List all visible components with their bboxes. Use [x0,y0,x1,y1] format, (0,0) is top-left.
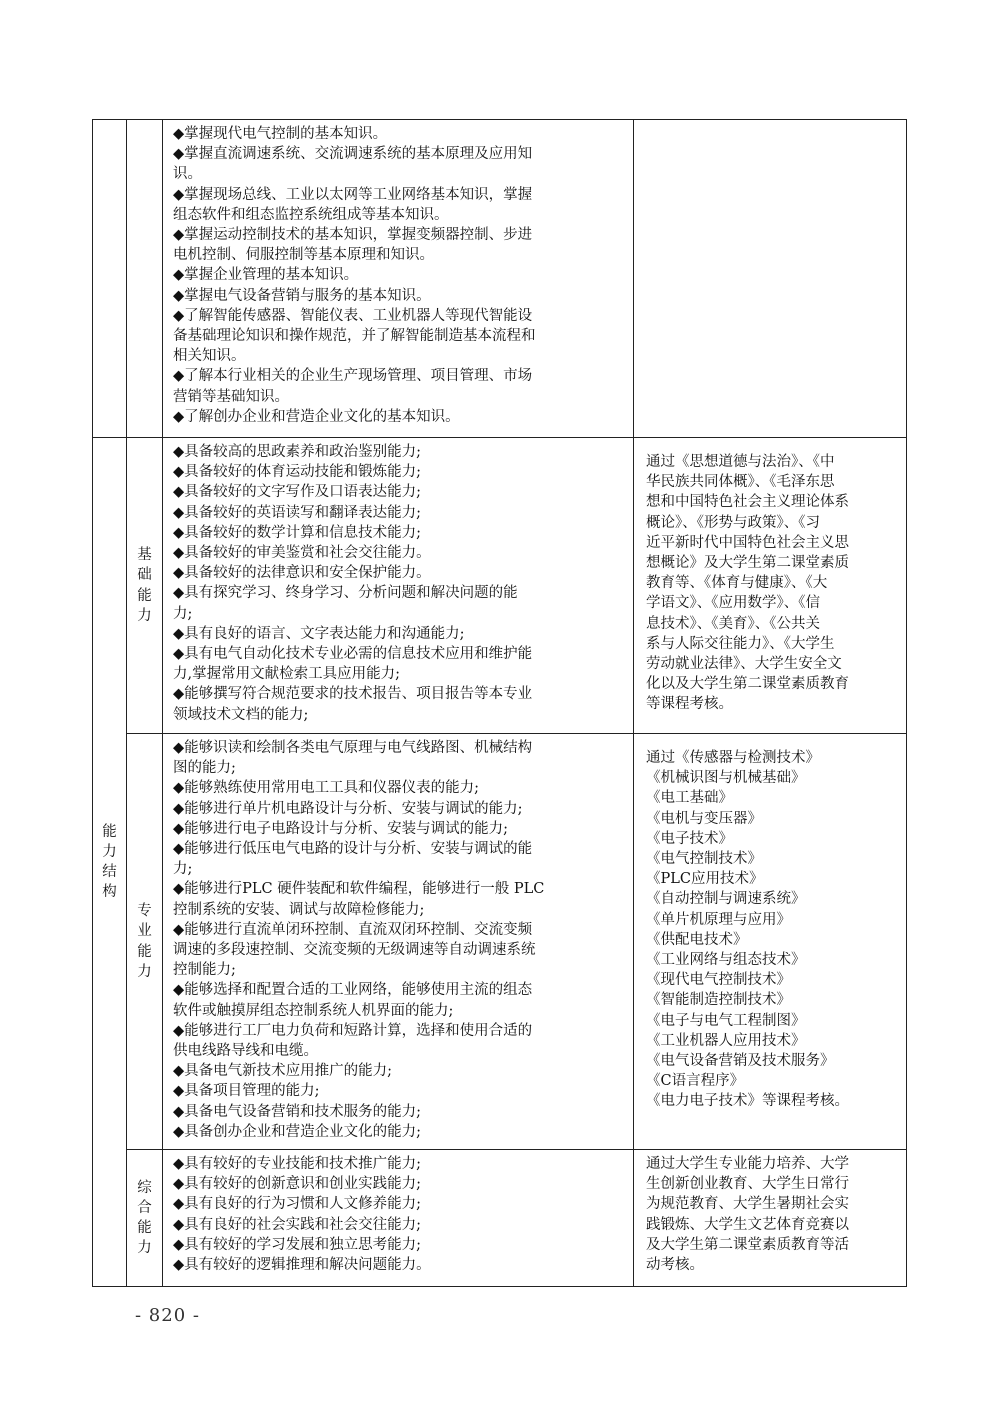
knowledge-item-line: ◆了解创办企业和营造企业文化的基本知识。 [173,408,460,425]
knowledge-item-line: ◆了解本行业相关的企业生产现场管理、项目管理、市场 [173,368,533,385]
professional-ability-item-line: ◆能够进行工厂电力负荷和短路计算，选择和使用合适的 [173,1022,533,1039]
knowledge-item-line: 识。 [173,166,202,183]
basic-ability-label: 基 础 能 力 [127,438,163,734]
knowledge-item-line: ◆掌握现代电气控制的基本知识。 [173,126,388,142]
basic-ability-item-line: 力; [173,605,193,622]
professional-ability-item-line: ◆具备电气设备营销和技术服务的能力; [173,1103,422,1120]
professional-ability-label: 专 业 能 力 [127,734,163,1150]
basic-ability-item-line: ◆具备较好的文字写作及口语表达能力; [173,484,422,501]
professional-ability-item-line: ◆能够识读和绘制各类电气原理与电气线路图、机械结构 [173,740,533,756]
professional-ability-item-line: ◆能够进行低压电气电路的设计与分析、安装与调试的能 [173,841,533,858]
professional-course-line: 《现代电气控制技术》 [646,972,791,989]
basic-ability-item-line: ◆具有电气自动化技术专业必需的信息技术应用和维护能 [173,646,533,663]
table-row-professional-ability [93,734,907,1150]
basic-ability-items-list [163,438,633,727]
basic-course-line: 劳动就业法律》、大学生安全文 [646,656,842,673]
basic-course-line: 概论》、《形势与政策》、《习 [646,514,820,531]
comprehensive-course-line: 生创新创业教育、大学生日常行 [646,1176,849,1193]
knowledge-item-line: ◆掌握电气设备营销与服务的基本知识。 [173,287,431,304]
basic-ability-item-line: ◆具有良好的语言、文字表达能力和沟通能力; [173,625,465,642]
comprehensive-ability-courses-cell [634,1150,907,1287]
table-row-basic-ability [93,438,907,734]
knowledge-items-list [163,120,633,429]
professional-ability-item-line: 软件或触摸屏组态控制系统人机界面的能力; [173,1002,454,1019]
professional-course-line: 《自动控制与调速系统》 [646,891,806,908]
basic-course-line: 等课程考核。 [646,696,733,713]
professional-ability-item-line: ◆能够选择和配置合适的工业网络，能够使用主流的组态 [173,982,533,999]
professional-course-line: 《电力电子技术》等课程考核。 [646,1093,849,1110]
basic-course-line: 通过《思想道德与法治》、《中 [646,454,835,470]
comprehensive-course-line: 为规范教育、大学生暑期社会实 [646,1196,849,1213]
table-row-comprehensive-ability [93,1150,907,1287]
curriculum-table [92,119,907,1287]
comprehensive-ability-item-line: ◆具有较好的创新意识和创业实践能力; [173,1176,422,1193]
professional-ability-item-line: ◆具备项目管理的能力; [173,1083,320,1100]
professional-ability-item-line: 控制系统的安装、调试与故障检修能力; [173,901,425,918]
professional-course-line: 《机械识图与机械基础》 [646,770,806,787]
professional-ability-item-line: ◆能够熟练使用常用电工工具和仪器仪表的能力; [173,780,480,797]
basic-ability-item-line: 领域技术文档的能力; [173,706,309,723]
basic-course-line: 近平新时代中国特色社会主义思 [646,534,849,551]
knowledge-item-line: ◆掌握企业管理的基本知识。 [173,267,359,284]
knowledge-items-cell [163,120,634,438]
professional-ability-items-list [163,734,633,1144]
basic-ability-items-cell [163,438,634,734]
professional-course-line: 《供配电技术》 [646,931,748,948]
professional-ability-item-line: ◆能够进行直流单闭环控制、直流双闭环控制、交流变频 [173,921,533,938]
knowledge-item-line: ◆掌握运动控制技术的基本知识，掌握变频器控制、步进 [173,227,533,244]
basic-ability-item-line: ◆具备较好的数学计算和信息技术能力; [173,524,422,541]
professional-course-line: 《PLC应用技术》 [646,871,764,888]
professional-course-line: 通过《传感器与检测技术》 [646,750,820,766]
professional-course-line: 《电工基础》 [646,790,733,807]
professional-ability-item-line: ◆能够进行电子电路设计与分析、安装与调试的能力; [173,820,509,837]
professional-course-line: 《电子与电气工程制图》 [646,1012,806,1029]
professional-course-line: 《电机与变压器》 [646,810,762,827]
comprehensive-ability-items-cell [163,1150,634,1287]
professional-ability-items-cell [163,734,634,1150]
page-number: - 820 - [135,1305,200,1326]
basic-course-line: 学语文》、《应用数学》、《信 [646,595,820,612]
basic-ability-courses-cell [634,438,907,734]
comprehensive-course-line: 通过大学生专业能力培养、大学 [646,1156,849,1172]
professional-course-line: 《电气控制技术》 [646,851,762,868]
professional-course-line: 《单片机原理与应用》 [646,911,791,928]
empty-subcategory-cell [127,120,163,438]
comprehensive-ability-item-line: ◆具有良好的社会实践和社会交往能力; [173,1216,422,1233]
knowledge-item-line: 备基础理论知识和操作规范，并了解智能制造基本流程和 [173,328,536,345]
knowledge-item-line: ◆掌握现场总线、工业以太网等工业网络基本知识，掌握 [173,186,533,203]
basic-ability-courses-list [634,438,906,715]
empty-courses-cell [634,120,907,438]
professional-ability-courses-cell [634,734,907,1150]
professional-ability-item-line: 控制能力; [173,962,236,979]
basic-ability-item-line: ◆能够撰写符合规范要求的技术报告、项目报告等本专业 [173,686,533,703]
professional-course-line: 《工业机器人应用技术》 [646,1032,806,1049]
professional-ability-item-line: 图的能力; [173,760,236,777]
professional-course-line: 《电气设备营销及技术服务》 [646,1053,835,1070]
professional-course-line: 《智能制造控制技术》 [646,992,791,1009]
ability-structure-label: 能 力 结 构 [93,438,127,1287]
professional-ability-courses-list [634,734,906,1112]
knowledge-item-line: 营销等基础知识。 [173,388,289,405]
professional-course-line: 《工业网络与组态技术》 [646,952,806,969]
professional-course-line: 《C语言程序》 [646,1073,745,1090]
basic-course-line: 化以及大学生第二课堂素质教育 [646,676,849,693]
comprehensive-ability-item-line: ◆具有良好的行为习惯和人文修养能力; [173,1196,422,1213]
professional-course-line: 《电子技术》 [646,830,733,847]
basic-ability-item-line: ◆具有探究学习、终身学习、分析问题和解决问题的能 [173,585,518,602]
basic-course-line: 息技术》、《美育》、《公共关 [646,615,820,632]
knowledge-item-line: 相关知识。 [173,348,246,365]
knowledge-item-line: ◆了解智能传感器、智能仪表、工业机器人等现代智能设 [173,307,533,324]
basic-ability-item-line: ◆具备较好的法律意识和安全保护能力。 [173,565,431,582]
empty-category-cell [93,120,127,438]
professional-ability-item-line: ◆能够进行单片机电路设计与分析、安装与调试的能力; [173,800,523,817]
comprehensive-course-line: 践锻炼、大学生文艺体育竞赛以 [646,1216,849,1233]
basic-course-line: 想和中国特色社会主义理论体系 [646,494,849,511]
professional-ability-item-line: ◆具备创办企业和营造企业文化的能力; [173,1123,422,1140]
professional-ability-item-line: 调速的多段速控制、交流变频的无级调速等自动调速系统 [173,942,536,959]
basic-ability-item-line: ◆具备较高的思政素养和政治鉴别能力; [173,444,422,460]
comprehensive-ability-item-line: ◆具有较好的专业技能和技术推广能力; [173,1156,422,1172]
basic-ability-item-line: 力,掌握常用文献检索工具应用能力; [173,666,400,683]
knowledge-item-line: 组态软件和组态监控系统组成等基本知识。 [173,206,449,223]
basic-course-line: 教育等、《体育与健康》、《大 [646,575,828,592]
knowledge-item-line: ◆掌握直流调速系统、交流调速系统的基本原理及应用知 [173,146,533,163]
comprehensive-course-line: 及大学生第二课堂素质教育等活 [646,1236,849,1253]
table-row-knowledge [93,120,907,438]
comprehensive-ability-courses-list [634,1150,906,1275]
comprehensive-course-line: 动考核。 [646,1257,704,1274]
basic-ability-item-line: ◆具备较好的体育运动技能和锻炼能力; [173,464,422,481]
comprehensive-ability-item-line: ◆具有较好的学习发展和独立思考能力; [173,1236,422,1253]
basic-course-line: 想概论》及大学生第二课堂素质 [646,555,849,572]
professional-ability-item-line: ◆能够进行PLC 硬件装配和软件编程，能够进行一般 PLC [173,881,545,898]
professional-ability-item-line: ◆具备电气新技术应用推广的能力; [173,1063,393,1080]
professional-ability-item-line: 力; [173,861,193,878]
professional-ability-item-line: 供电线路导线和电缆。 [173,1043,318,1060]
comprehensive-ability-label: 综 合 能 力 [127,1150,163,1287]
comprehensive-ability-items-list [163,1150,633,1277]
knowledge-item-line: 电机控制、伺服控制等基本原理和知识。 [173,247,434,264]
basic-ability-item-line: ◆具备较好的英语读写和翻译表达能力; [173,504,422,521]
comprehensive-ability-item-line: ◆具有较好的逻辑推理和解决问题能力。 [173,1257,431,1274]
basic-course-line: 系与人际交往能力》、《大学生 [646,635,835,652]
basic-ability-item-line: ◆具备较好的审美鉴赏和社会交往能力。 [173,545,431,562]
basic-course-line: 华民族共同体概》、《毛泽东思 [646,474,835,491]
